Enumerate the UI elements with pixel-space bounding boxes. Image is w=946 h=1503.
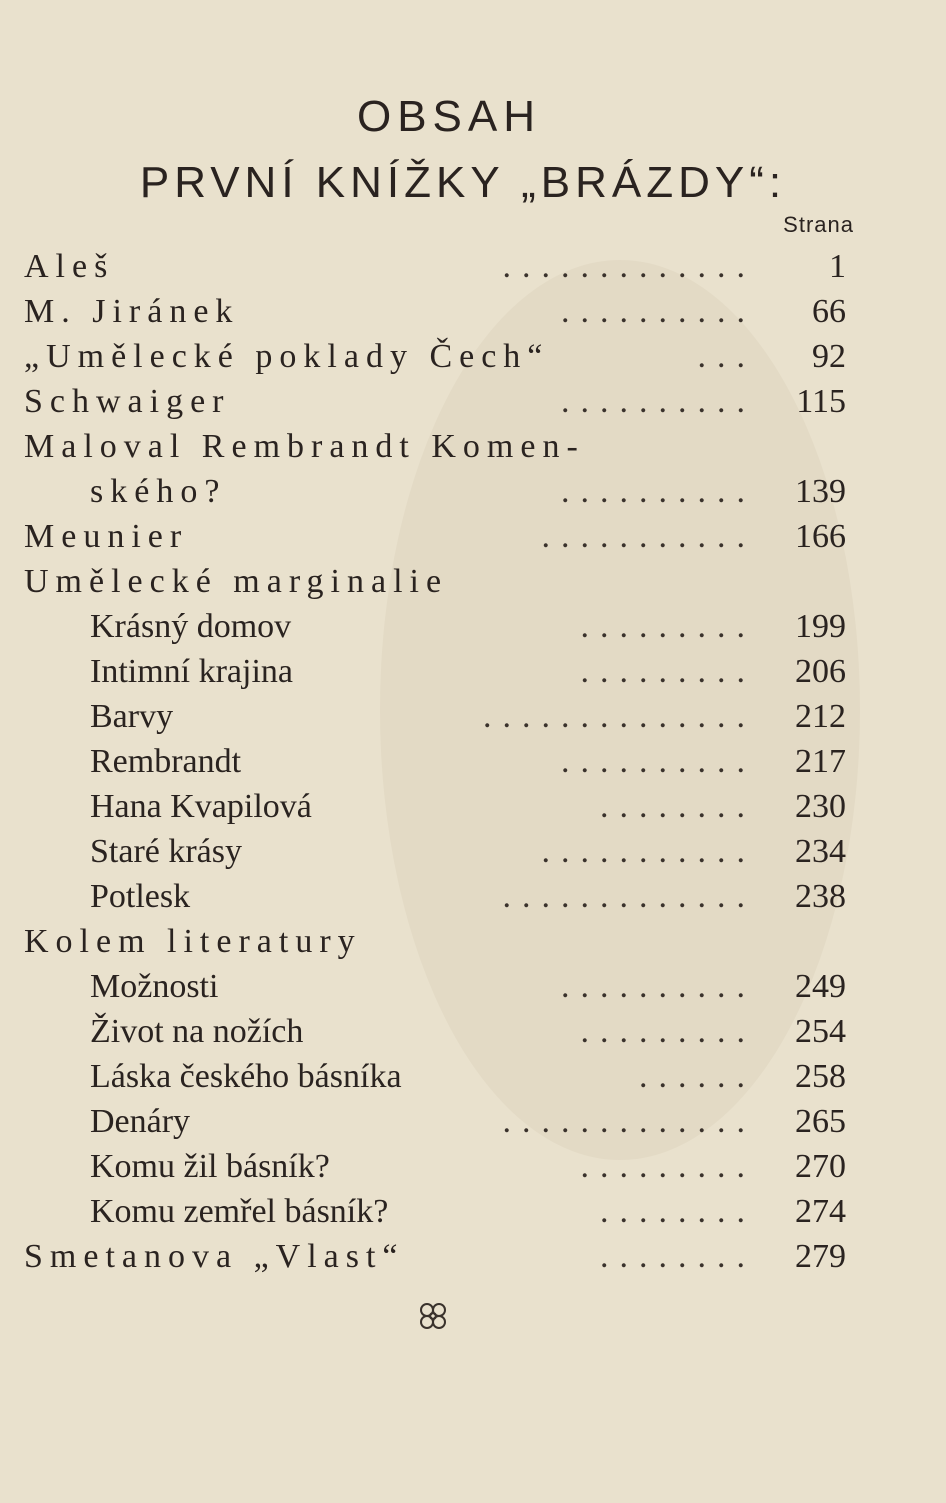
toc-entry-title: Rembrandt [90,743,242,780]
toc-entry-page: 254 [795,1013,846,1050]
toc-entry-title: Hana Kvapilová [90,788,312,825]
toc-subentry[interactable] [0,784,946,829]
leader-dots: ........... [541,518,756,555]
toc-entry[interactable] [0,379,946,424]
toc-entry[interactable] [0,289,946,334]
leader-dots: ............. [502,248,756,285]
toc-entry-title: Možnosti [90,968,219,1005]
toc-entry-title: Staré krásy [90,833,243,870]
page-column-label: Strana [783,212,854,237]
toc-entry-title: Krásný domov [90,608,292,645]
toc-entry-title: Schwaiger [24,383,231,420]
leader-dots: ......... [580,1148,756,1185]
toc-entry-page: 230 [795,788,846,825]
toc-subentry[interactable] [0,874,946,919]
toc-entry-title: Smetanova „Vlast“ [24,1238,405,1275]
toc-entry-page: 66 [812,293,846,330]
toc-section-heading[interactable] [0,559,946,604]
toc-entry-title: Maloval Rembrandt Komen- [24,428,585,465]
toc-subentry[interactable] [0,694,946,739]
leader-dots: ......... [580,1013,756,1050]
toc-entry-title: Denáry [90,1103,191,1140]
toc-subentry[interactable] [0,1099,946,1144]
toc-entry-page: 206 [795,653,846,690]
toc-entry-page: 238 [795,878,846,915]
toc-subentry[interactable] [0,604,946,649]
toc-entry-page: 258 [795,1058,846,1095]
toc-entry-title: Láska českého básníka [90,1058,402,1095]
toc-entry-title: Život na nožích [90,1013,304,1050]
leader-dots: ........ [600,1238,756,1275]
leader-dots: ............. [502,878,756,915]
toc-entry-page: 217 [795,743,846,780]
leader-dots: ...... [639,1058,756,1095]
toc-section-title: Umělecké marginalie [24,563,449,600]
toc-entry-page: 234 [795,833,846,870]
leader-dots: .......... [561,293,756,330]
fleuron-icon [413,1296,453,1336]
leader-dots: .......... [561,968,756,1005]
leader-dots: ........ [600,1193,756,1230]
toc-entry-page: 212 [795,698,846,735]
toc-entry-page: 1 [829,248,846,285]
toc-entry-page: 270 [795,1148,846,1185]
toc-subentry[interactable] [0,829,946,874]
leader-dots: .............. [483,698,756,735]
toc-entry[interactable] [0,424,946,469]
toc-subentry[interactable] [0,1144,946,1189]
toc-entry[interactable] [0,514,946,559]
page-subtitle: PRVNÍ KNÍŽKY „BRÁZDY“: [139,158,787,207]
leader-dots: ........... [541,833,756,870]
leader-dots: .......... [561,473,756,510]
toc-entry-title: „Umělecké poklady Čech“ [24,338,550,375]
toc-entry-title: Barvy [90,698,174,735]
toc-entry-title: Intimní krajina [90,653,294,690]
toc-entry-title: Komu zemřel básník? [90,1193,389,1230]
toc-entry-title: Meunier [24,518,189,555]
leader-dots: ......... [580,608,756,645]
toc-entry-page: 249 [795,968,846,1005]
page-title: OBSAH [356,92,542,141]
leader-dots: ... [697,338,756,375]
toc-entry-page: 139 [795,473,846,510]
toc-subentry[interactable] [0,649,946,694]
toc-entry-page: 92 [812,338,846,375]
toc-entry-title: Potlesk [90,878,191,915]
leader-dots: .......... [561,743,756,780]
toc-entry-page: 265 [795,1103,846,1140]
toc-entry-title: ského? [90,473,227,510]
toc-entry-page: 274 [795,1193,846,1230]
toc-subentry[interactable] [0,739,946,784]
leader-dots: ............. [502,1103,756,1140]
toc-section-title: Kolem literatury [24,923,362,960]
toc-entry-page: 279 [795,1238,846,1275]
toc-subentry[interactable] [0,964,946,1009]
leader-dots: .......... [561,383,756,420]
toc-subentry[interactable] [0,1189,946,1234]
toc-entry[interactable] [0,1234,946,1279]
toc-subentry[interactable] [0,1009,946,1054]
toc-entry[interactable] [0,244,946,289]
toc-entry-title: M. Jiránek [24,293,240,330]
toc-subentry[interactable] [0,1054,946,1099]
toc-entry-continuation[interactable] [0,469,946,514]
toc-entry-page: 166 [795,518,846,555]
leader-dots: ........ [600,788,756,825]
toc-section-heading[interactable] [0,919,946,964]
toc-entry-title: Komu žil básník? [90,1148,330,1185]
leader-dots: ......... [580,653,756,690]
toc-entry-title: Aleš [24,248,115,285]
toc-entry-page: 115 [796,383,846,420]
toc-entry[interactable] [0,334,946,379]
toc-entry-page: 199 [795,608,846,645]
